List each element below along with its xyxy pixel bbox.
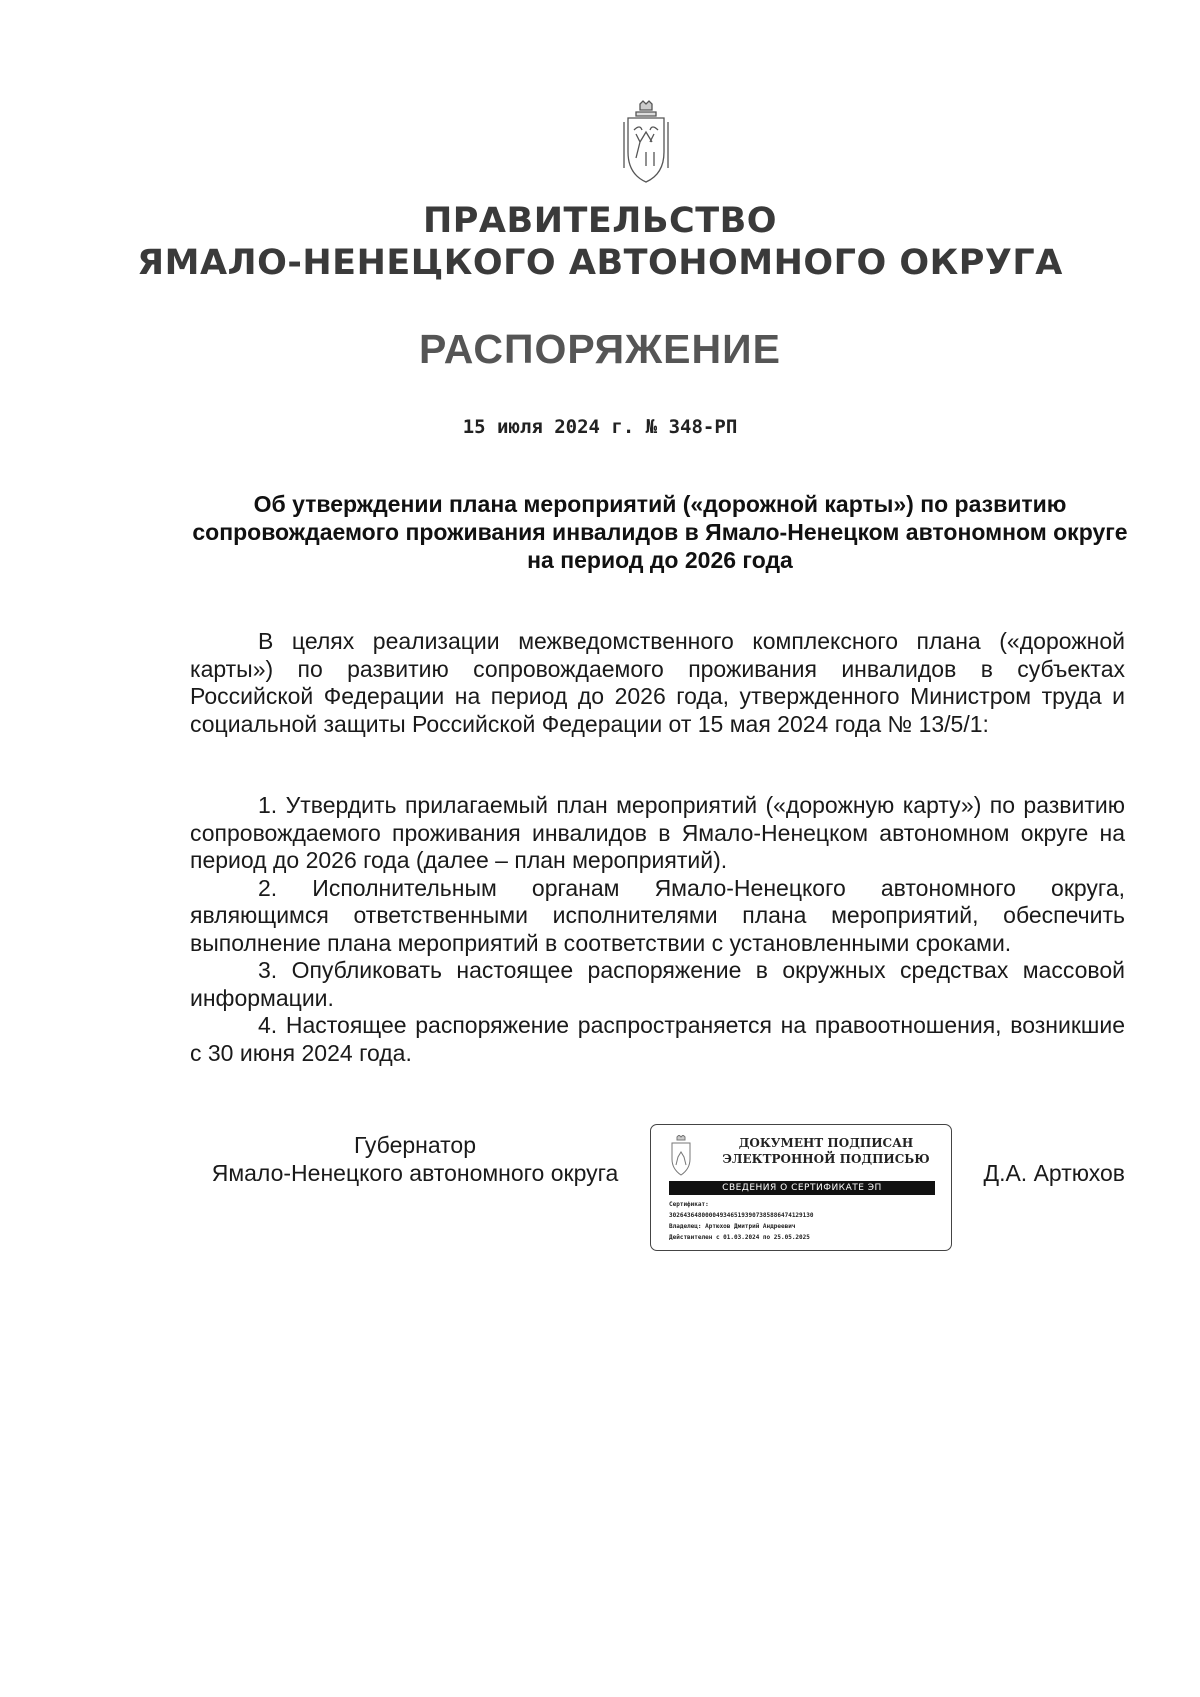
stamp-heading: [711, 1135, 941, 1167]
intro-text: В целях реализации межведомственного комплексного плана («дорожной карты») по развитию сопровождаемого проживания инвалидов в субъектах Российской Федерации на период до 2026 года, утвержденного Министром труда и социальной защиты Российской Федерации от 15 мая 2024 года № 13/5/1:: [190, 628, 1125, 737]
list-item: 3. Опубликовать настоящее распоряжение в окружных средствах массовой информации.: [190, 957, 1125, 1011]
stamp-line2: ЭЛЕКТРОННОЙ ПОДПИСЬЮ: [722, 1152, 930, 1166]
stamp-details: [669, 1199, 939, 1243]
position-line1: Губернатор: [353, 1132, 477, 1158]
stamp-emblem-icon: [669, 1135, 693, 1179]
government-name-line1: ПРАВИТЕЛЬСТВО: [422, 201, 778, 241]
list-item: 2. Исполнительным органам Ямало-Ненецкого автономного округа, являющимся ответственными исполнителями плана мероприятий, обеспечить выполнение плана мероприятий в соответствии с установленными сроками.: [190, 874, 1125, 956]
document-type: РАСПОРЯЖЕНИЕ: [419, 326, 781, 372]
document-title: Об утверждении плана мероприятий («дорожной карты») по развитию сопровождаемого проживания инвалидов в Ямало-Ненецком автономном округе на период до 2026 года: [192, 491, 1128, 573]
electronic-signature-stamp: [650, 1124, 952, 1251]
list-item: 4. Настоящее распоряжение распространяется на правоотношения, возникшие с 30 июня 2024 года.: [190, 1012, 1125, 1066]
items-list: [190, 792, 1125, 1067]
stamp-cert-value: 3026436480000493465193907385886474129130: [669, 1212, 814, 1219]
stamp-line1: ДОКУМЕНТ ПОДПИСАН: [738, 1136, 914, 1150]
stamp-valid: Действителен с 01.03.2024 по 25.05.2025: [669, 1234, 810, 1241]
signatory-position: [190, 1131, 640, 1187]
stamp-cert-label: Сертификат:: [669, 1201, 709, 1208]
list-item: 1. Утвердить прилагаемый план мероприятий («дорожную карту») по развитию сопровождаемого проживания инвалидов в Ямало-Ненецком автономном округе на период до 2026 года (далее – план мероприятий).: [190, 792, 1125, 873]
stamp-owner: Владелец: Артюхов Дмитрий Андреевич: [669, 1223, 796, 1230]
government-name-line2: ЯМАЛО-НЕНЕЦКОГО АВТОНОМНОГО ОКРУГА: [137, 243, 1063, 283]
coat-of-arms-icon: [622, 100, 670, 192]
intro-paragraph: [190, 628, 1125, 738]
stamp-cert-bar: СВЕДЕНИЯ О СЕРТИФИКАТЕ ЭП: [669, 1181, 935, 1195]
date-and-number: 15 июля 2024 г. № 348-РП: [462, 416, 738, 438]
position-line2: Ямало-Ненецкого автономного округа: [211, 1160, 619, 1186]
signatory-name: Д.А. Артюхов: [983, 1160, 1125, 1186]
